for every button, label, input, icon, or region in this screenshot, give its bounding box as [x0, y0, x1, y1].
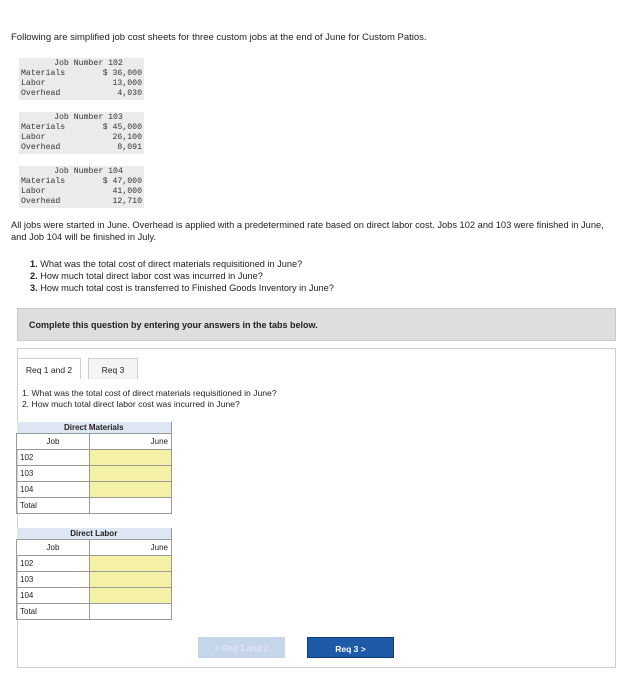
tab-req-1-and-2[interactable]: Req 1 and 2 — [17, 358, 81, 379]
dl-input-102[interactable] — [90, 555, 172, 571]
dm-input-103[interactable] — [90, 465, 172, 481]
sub-question-list — [22, 388, 277, 410]
job-card-104 — [19, 166, 144, 208]
table-row: 104 — [17, 587, 172, 603]
next-button[interactable]: Req 3 > — [307, 637, 394, 658]
job-card-102 — [19, 58, 144, 100]
col-header-job: Job — [17, 539, 90, 555]
job-card-row: Materials $ 45,000 — [21, 123, 142, 132]
dm-input-104[interactable] — [90, 481, 172, 497]
dl-input-103[interactable] — [90, 571, 172, 587]
job-card-row: Overhead 8,091 — [21, 143, 142, 152]
job-card-header: Job Number 102 — [54, 59, 123, 68]
table-caption: Direct Labor — [17, 528, 172, 539]
problem-paragraph: All jobs were started in June. Overhead is applied with a predetermined rate based on direct labor cost. Jobs 102 and 103 were finished in June, and Job 104 will be finished in July. — [11, 220, 604, 242]
tab-req-3[interactable]: Req 3 — [88, 358, 138, 379]
job-card-row: Labor 41,000 — [21, 187, 142, 196]
job-card-header: Job Number 103 — [54, 113, 123, 122]
table-row: Total — [17, 497, 172, 513]
col-header-month: June — [90, 433, 172, 449]
job-card-row: Materials $ 47,000 — [21, 177, 142, 186]
dm-input-102[interactable] — [90, 449, 172, 465]
table-caption: Direct Materials — [17, 422, 172, 433]
table-row: 102 — [17, 555, 172, 571]
dl-input-104[interactable] — [90, 587, 172, 603]
job-card-103 — [19, 112, 144, 154]
table-row: 104 — [17, 481, 172, 497]
col-header-month: June — [90, 539, 172, 555]
table-row: 103 — [17, 571, 172, 587]
table-row: 103 — [17, 465, 172, 481]
question-item: 1. What was the total cost of direct materials requisitioned in June? — [30, 259, 303, 269]
prev-button[interactable]: < Req 1 and 2 — [198, 637, 285, 658]
direct-labor-table — [16, 528, 172, 620]
job-card-header: Job Number 104 — [54, 167, 123, 176]
question-list — [30, 258, 334, 294]
job-card-row: Overhead 4,030 — [21, 89, 142, 98]
job-card-row: Overhead 12,710 — [21, 197, 142, 206]
dm-input-total[interactable] — [90, 497, 172, 513]
job-card-row: Labor 13,000 — [21, 79, 142, 88]
instructions-banner: Complete this question by entering your answers in the tabs below. — [17, 308, 616, 341]
question-item: 2. How much total direct labor cost was incurred in June? — [30, 271, 263, 281]
intro-text: Following are simplified job cost sheets for three custom jobs at the end of June for Custom Patios. — [11, 32, 427, 43]
dl-input-total[interactable] — [90, 603, 172, 619]
sub-question: 2. How much total direct labor cost was incurred in June? — [22, 399, 240, 409]
job-card-row: Materials $ 36,000 — [21, 69, 142, 78]
job-card-row: Labor 26,100 — [21, 133, 142, 142]
question-item: 3. How much total cost is transferred to Finished Goods Inventory in June? — [30, 283, 334, 293]
table-row: Total — [17, 603, 172, 619]
table-row: 102 — [17, 449, 172, 465]
sub-question: 1. What was the total cost of direct materials requisitioned in June? — [22, 388, 277, 398]
direct-materials-table — [16, 422, 172, 514]
col-header-job: Job — [17, 433, 90, 449]
